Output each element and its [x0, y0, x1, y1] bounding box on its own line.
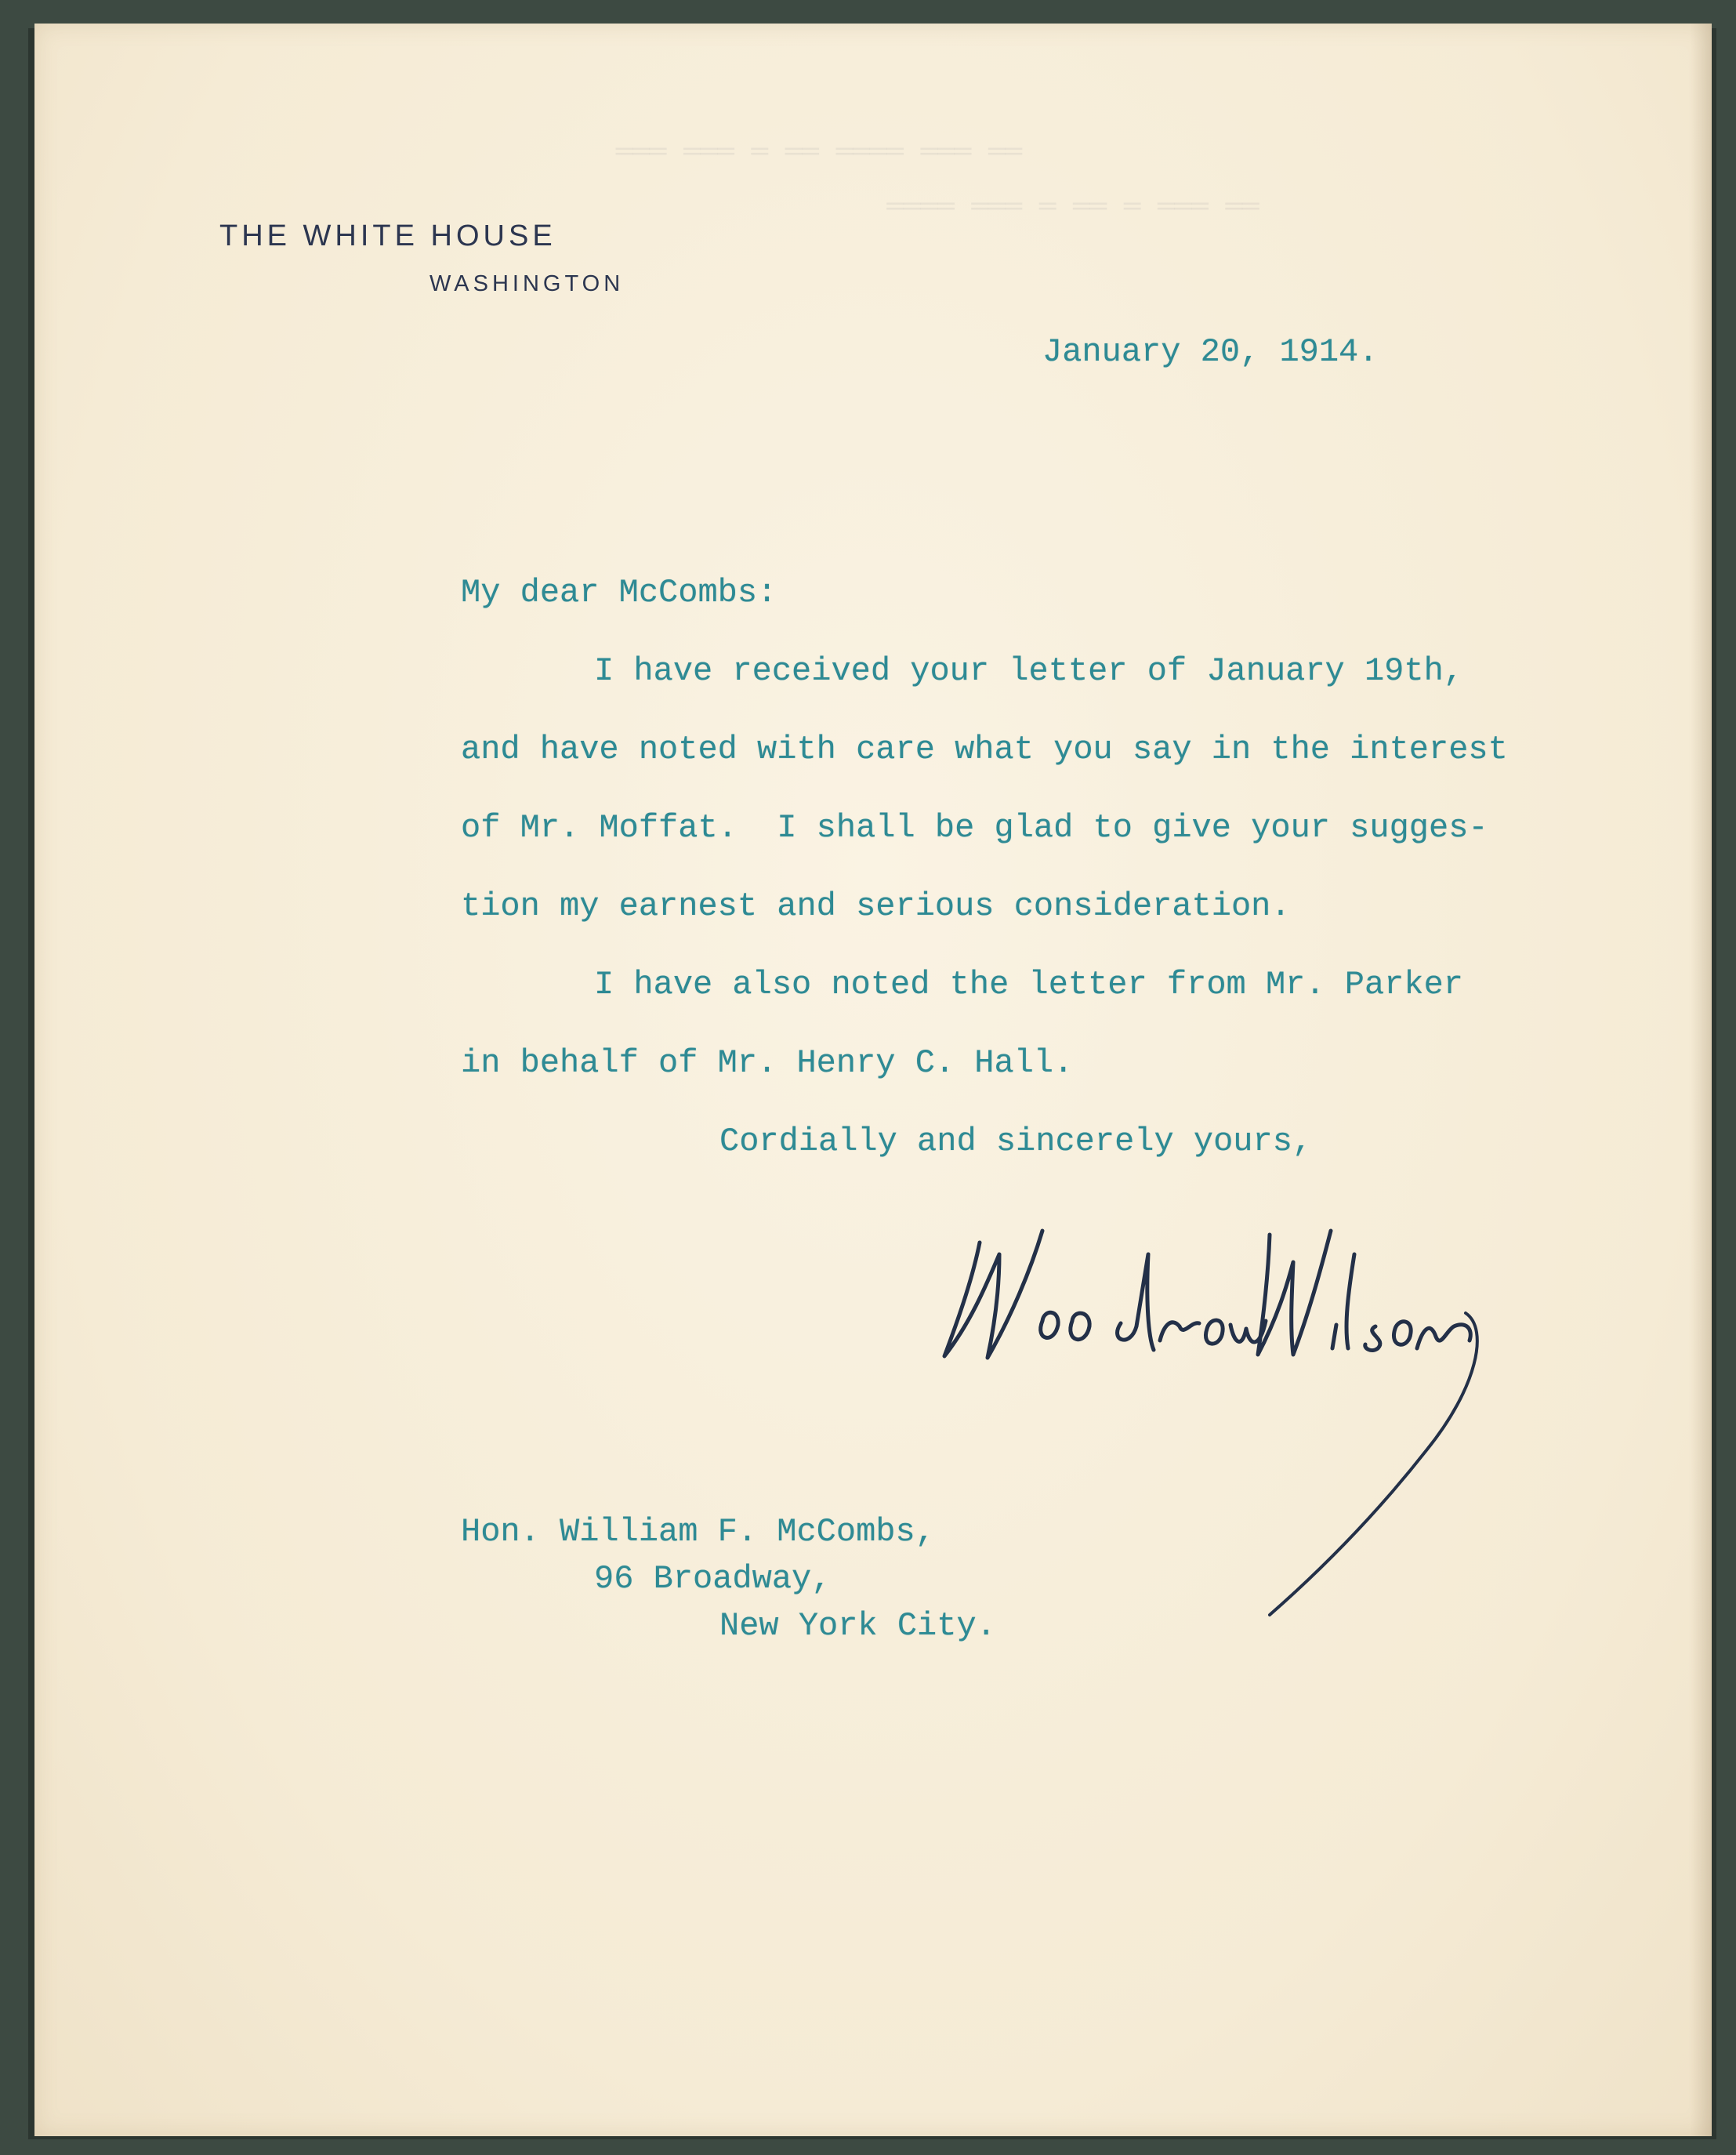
paper-edge	[1690, 24, 1712, 2136]
letter-date: January 20, 1914.	[1042, 333, 1379, 371]
salutation: My dear McCombs:	[461, 574, 777, 611]
address-line: New York City.	[719, 1607, 996, 1645]
body-line: I have also noted the letter from Mr. Parker	[594, 966, 1463, 1003]
body-line: and have noted with care what you say in the interest	[461, 731, 1508, 768]
body-line: in behalf of Mr. Henry C. Hall.	[461, 1044, 1074, 1082]
closing: Cordially and sincerely yours,	[719, 1123, 1313, 1160]
body-line: of Mr. Moffat. I shall be glad to give your sugges-	[461, 809, 1488, 847]
address-line: 96 Broadway,	[594, 1560, 832, 1598]
address-line: Hon. William F. McCombs,	[461, 1513, 935, 1551]
show-through-text: ═══ ═══ ═ ══ ════ ═══ ══ ════ ═══ ═ ══ ═ ═══ ══	[615, 136, 1259, 223]
letterhead-subtitle: WASHINGTON	[429, 271, 625, 296]
letterhead-title: THE WHITE HOUSE	[219, 219, 556, 252]
body-line: tion my earnest and serious consideration.	[461, 887, 1291, 925]
handwritten-signature	[925, 1152, 1489, 1623]
body-line: I have received your letter of January 19th,	[594, 652, 1463, 690]
